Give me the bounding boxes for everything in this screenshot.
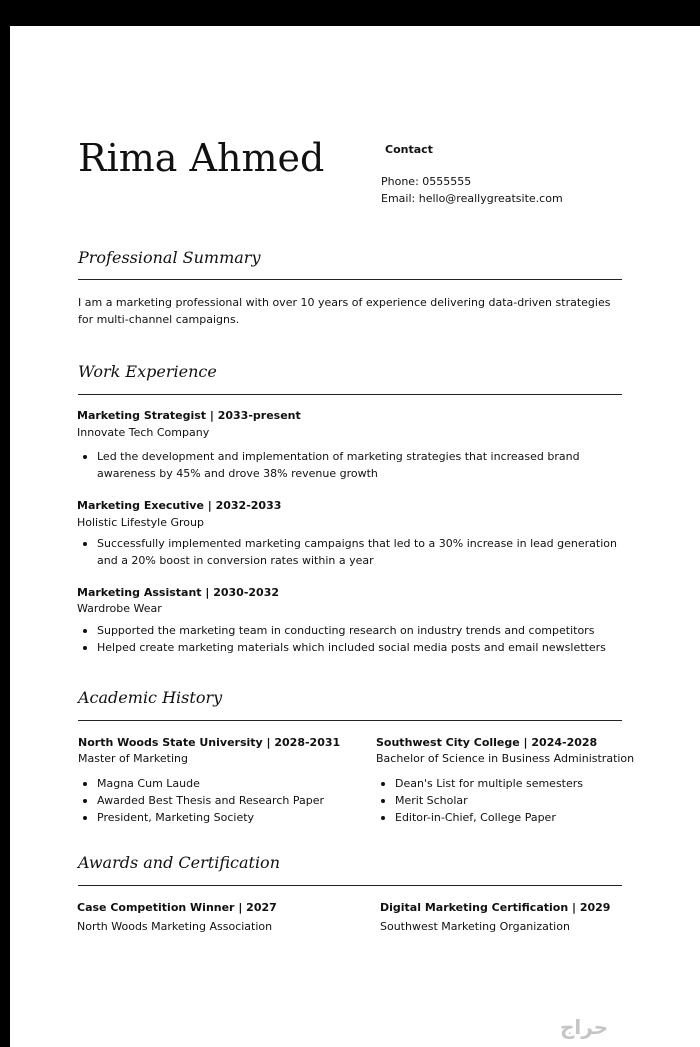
awards-heading: Awards and Certification [78, 853, 280, 872]
job-bullets [78, 622, 638, 656]
work-heading: Work Experience [78, 362, 217, 381]
list-item: Editor-in-Chief, College Paper [376, 809, 676, 826]
contact-heading: Contact [385, 143, 433, 156]
academic-heading: Academic History [78, 688, 223, 707]
job-company: Wardrobe Wear [77, 602, 162, 615]
award-title: Digital Marketing Certification | 2029 [380, 901, 611, 914]
contact-email: Email: hello@reallygreatsite.com [381, 192, 563, 205]
list-item: Successfully implemented marketing campaigns that led to a 30% increase in lead generation and a 20% boost in conversion rates within a year [78, 535, 622, 569]
job-company: Holistic Lifestyle Group [77, 516, 204, 529]
edu-title: Southwest City College | 2024-2028 [376, 736, 598, 749]
award-org: North Woods Marketing Association [77, 920, 273, 933]
watermark-logo: حراج [560, 1015, 609, 1039]
list-item: Merit Scholar [376, 792, 676, 809]
job-company: Innovate Tech Company [77, 426, 210, 439]
resume-name: Rima Ahmed [78, 136, 325, 180]
summary-divider [78, 279, 622, 280]
edu-bullets [376, 775, 676, 826]
academic-divider [78, 720, 622, 721]
work-divider [78, 394, 622, 395]
job-title: Marketing Assistant | 2030-2032 [77, 586, 280, 599]
summary-heading: Professional Summary [78, 248, 261, 267]
list-item: Magna Cum Laude [78, 775, 368, 792]
award-title: Case Competition Winner | 2027 [77, 901, 277, 914]
job-bullets [78, 448, 622, 482]
list-item: Supported the marketing team in conducting research on industry trends and competitors [78, 622, 638, 639]
list-item: Dean's List for multiple semesters [376, 775, 676, 792]
job-title: Marketing Strategist | 2033-present [77, 409, 301, 422]
edu-degree: Master of Marketing [78, 752, 188, 765]
list-item: President, Marketing Society [78, 809, 368, 826]
list-item: Awarded Best Thesis and Research Paper [78, 792, 368, 809]
edu-degree: Bachelor of Science in Business Administration [376, 752, 635, 765]
list-item: Led the development and implementation of marketing strategies that increased brand awareness by 45% and drove 38% revenue growth [78, 448, 622, 482]
list-item: Helped create marketing materials which included social media posts and email newsletters [78, 639, 638, 656]
job-title: Marketing Executive | 2032-2033 [77, 499, 282, 512]
summary-text: I am a marketing professional with over 10 years of experience delivering data-driven strategies for multi-channel campaigns. [78, 296, 611, 326]
awards-divider [78, 885, 622, 886]
contact-phone: Phone: 0555555 [381, 175, 472, 188]
job-bullets [78, 535, 622, 569]
edu-title: North Woods State University | 2028-2031 [78, 736, 341, 749]
edu-bullets [78, 775, 368, 826]
resume-page [10, 26, 700, 1047]
award-org: Southwest Marketing Organization [380, 920, 570, 933]
